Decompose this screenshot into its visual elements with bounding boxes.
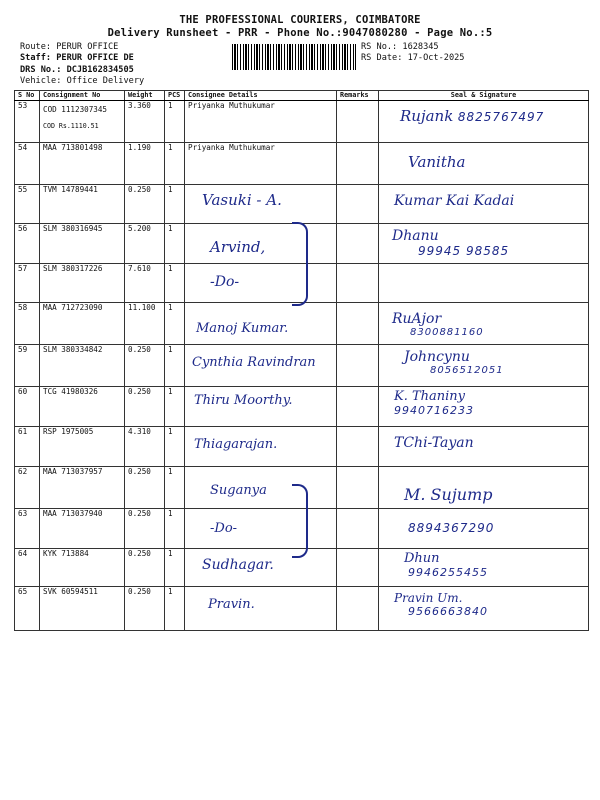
- signature-cell: [379, 509, 589, 549]
- signature-cell: [379, 427, 589, 467]
- remarks: [337, 224, 379, 264]
- weight: 0.250: [125, 387, 165, 427]
- handwritten-consignee: Pravin.: [208, 597, 255, 612]
- sno: 58: [15, 303, 40, 345]
- weight: 0.250: [125, 509, 165, 549]
- consignee-cell: [185, 427, 337, 467]
- col-weight: Weight: [125, 91, 165, 101]
- phone-number: 9946255455: [408, 566, 488, 579]
- remarks: [337, 143, 379, 185]
- weight: 11.100: [125, 303, 165, 345]
- consignee-cell: [185, 345, 337, 387]
- handwritten-consignee: Thiagarajan.: [194, 437, 278, 452]
- signature-cell: [379, 101, 589, 143]
- weight: 4.310: [125, 427, 165, 467]
- sno: 54: [15, 143, 40, 185]
- remarks: [337, 345, 379, 387]
- signature: Kumar Kai Kadai: [394, 193, 515, 209]
- pcs: 1: [165, 101, 185, 143]
- consignment-no: RSP 1975005: [40, 427, 125, 467]
- signature: Rujank: [400, 107, 454, 125]
- consignment-no: MAA 712723090: [40, 303, 125, 345]
- pcs: 1: [165, 224, 185, 264]
- pcs: 1: [165, 345, 185, 387]
- col-sno: S No: [15, 91, 40, 101]
- phone-number: 8894367290: [408, 521, 495, 535]
- handwritten-ditto: -Do-: [210, 274, 240, 290]
- consignee-cell: [185, 587, 337, 631]
- route-label: Route: PERUR OFFICE: [20, 42, 119, 52]
- consignee-cell: [185, 509, 337, 549]
- remarks: [337, 509, 379, 549]
- consignment-no: COD 1112307345: [43, 105, 108, 114]
- table-row: [15, 303, 589, 345]
- consignee-name: Priyanka Muthukumar: [185, 143, 337, 185]
- col-pcs: PCS: [165, 91, 185, 101]
- col-consignee: Consignee Details: [185, 91, 337, 101]
- signature: M. Sujump: [404, 485, 493, 504]
- barcode: [232, 44, 356, 70]
- cod-amount: COD Rs.1110.51: [43, 122, 99, 130]
- consignment-no: SLM 380334842: [40, 345, 125, 387]
- sno: 63: [15, 509, 40, 549]
- vehicle-label: Vehicle: Office Delivery: [20, 76, 145, 86]
- company-title: THE PROFESSIONAL COURIERS, COIMBATORE: [179, 14, 421, 26]
- sno: 53: [15, 101, 40, 143]
- handwritten-consignee: Cynthia Ravindran: [192, 355, 316, 370]
- sno: 64: [15, 549, 40, 587]
- handwritten-consignee: Thiru Moorthy.: [194, 393, 293, 408]
- ditto-brace: [292, 484, 308, 558]
- pcs: 1: [165, 509, 185, 549]
- handwritten-consignee: Sudhagar.: [202, 557, 274, 573]
- col-seal: Seal & Signature: [379, 91, 589, 101]
- consignment-cell: [40, 101, 125, 143]
- remarks: [337, 587, 379, 631]
- sno: 57: [15, 264, 40, 303]
- remarks: [337, 427, 379, 467]
- consignment-no: MAA 713037940: [40, 509, 125, 549]
- signature-cell: [379, 587, 589, 631]
- pcs: 1: [165, 427, 185, 467]
- pcs: 1: [165, 264, 185, 303]
- phone-number: 9566663840: [408, 605, 488, 618]
- runsheet-subtitle: Delivery Runsheet - PRR - Phone No.:9047080280 - Page No.:5: [107, 27, 493, 39]
- signature: Dhun: [404, 551, 440, 566]
- weight: 1.190: [125, 143, 165, 185]
- weight: 0.250: [125, 587, 165, 631]
- signature-cell: [379, 303, 589, 345]
- phone-number: 8300881160: [410, 327, 484, 338]
- table-row: [15, 587, 589, 631]
- signature: K. Thaniny: [394, 389, 466, 404]
- consignee-cell: [185, 387, 337, 427]
- weight: 3.360: [125, 101, 165, 143]
- pcs: 1: [165, 549, 185, 587]
- sno: 55: [15, 185, 40, 224]
- signature: Pravin Um.: [394, 591, 463, 605]
- handwritten-consignee: Manoj Kumar.: [196, 321, 289, 336]
- remarks: [337, 185, 379, 224]
- remarks: [337, 303, 379, 345]
- phone-number: 8825767497: [457, 110, 545, 124]
- pcs: 1: [165, 303, 185, 345]
- pcs: 1: [165, 185, 185, 224]
- consignment-no: KYK 713884: [40, 549, 125, 587]
- sno: 56: [15, 224, 40, 264]
- consignment-no: TCG 41980326: [40, 387, 125, 427]
- remarks: [337, 467, 379, 509]
- signature: Vanitha: [408, 153, 466, 171]
- col-remarks: Remarks: [337, 91, 379, 101]
- signature-cell: [379, 467, 589, 509]
- table-row: [15, 143, 589, 185]
- consignment-no: TVM 14789441: [40, 185, 125, 224]
- remarks: [337, 549, 379, 587]
- remarks: [337, 387, 379, 427]
- signature: RuAjor: [392, 311, 442, 327]
- sno: 61: [15, 427, 40, 467]
- sno: 62: [15, 467, 40, 509]
- weight: 0.250: [125, 345, 165, 387]
- consignee-cell: [185, 467, 337, 509]
- consignee-cell: [185, 264, 337, 303]
- signature: Johncynu: [404, 349, 470, 365]
- sno: 59: [15, 345, 40, 387]
- consignee-cell: [185, 549, 337, 587]
- rs-date-label: RS Date: 17-Oct-2025: [361, 53, 465, 63]
- sno: 65: [15, 587, 40, 631]
- consignment-no: SLM 380317226: [40, 264, 125, 303]
- signature: Dhanu: [392, 228, 439, 244]
- weight: 0.250: [125, 467, 165, 509]
- table-row: [15, 387, 589, 427]
- ditto-brace: [292, 222, 308, 306]
- phone-number: 8056512051: [430, 365, 504, 376]
- sno: 60: [15, 387, 40, 427]
- signature-cell: [379, 143, 589, 185]
- table-row: [15, 345, 589, 387]
- consignment-no: MAA 713801498: [40, 143, 125, 185]
- consignee-cell: [185, 185, 337, 224]
- signature: TChi-Tayan: [394, 435, 474, 451]
- weight: 5.200: [125, 224, 165, 264]
- weight: 7.610: [125, 264, 165, 303]
- rs-no-label: RS No.: 1628345: [361, 42, 439, 52]
- phone-number: 99945 98585: [418, 244, 510, 258]
- signature-cell: [379, 387, 589, 427]
- pcs: 1: [165, 587, 185, 631]
- pcs: 1: [165, 467, 185, 509]
- table-row: [15, 185, 589, 224]
- weight: 0.250: [125, 549, 165, 587]
- weight: 0.250: [125, 185, 165, 224]
- consignee-name: Priyanka Muthukumar: [185, 101, 337, 143]
- consignee-cell: [185, 224, 337, 264]
- remarks: [337, 101, 379, 143]
- handwritten-consignee: Suganya: [210, 483, 267, 498]
- consignment-no: SVK 60594511: [40, 587, 125, 631]
- consignee-cell: [185, 303, 337, 345]
- consignment-no: MAA 713037957: [40, 467, 125, 509]
- drs-label: DRS No.: DCJB162834505: [20, 65, 134, 75]
- signature-cell: [379, 224, 589, 264]
- table-header-row: [15, 91, 589, 101]
- staff-label: Staff: PERUR OFFICE DE: [20, 53, 134, 63]
- signature-cell: [379, 549, 589, 587]
- signature-cell: [379, 264, 589, 303]
- handwritten-consignee: Arvind,: [210, 238, 266, 256]
- consignment-no: SLM 380316945: [40, 224, 125, 264]
- handwritten-consignee: Vasuki - A.: [202, 191, 282, 209]
- phone-number: 9940716233: [394, 404, 474, 417]
- col-consignment: Consignment No: [40, 91, 125, 101]
- remarks: [337, 264, 379, 303]
- pcs: 1: [165, 143, 185, 185]
- handwritten-ditto: -Do-: [210, 521, 238, 536]
- pcs: 1: [165, 387, 185, 427]
- table-row: [15, 101, 589, 143]
- signature-cell: [379, 185, 589, 224]
- table-row: [15, 427, 589, 467]
- signature-cell: [379, 345, 589, 387]
